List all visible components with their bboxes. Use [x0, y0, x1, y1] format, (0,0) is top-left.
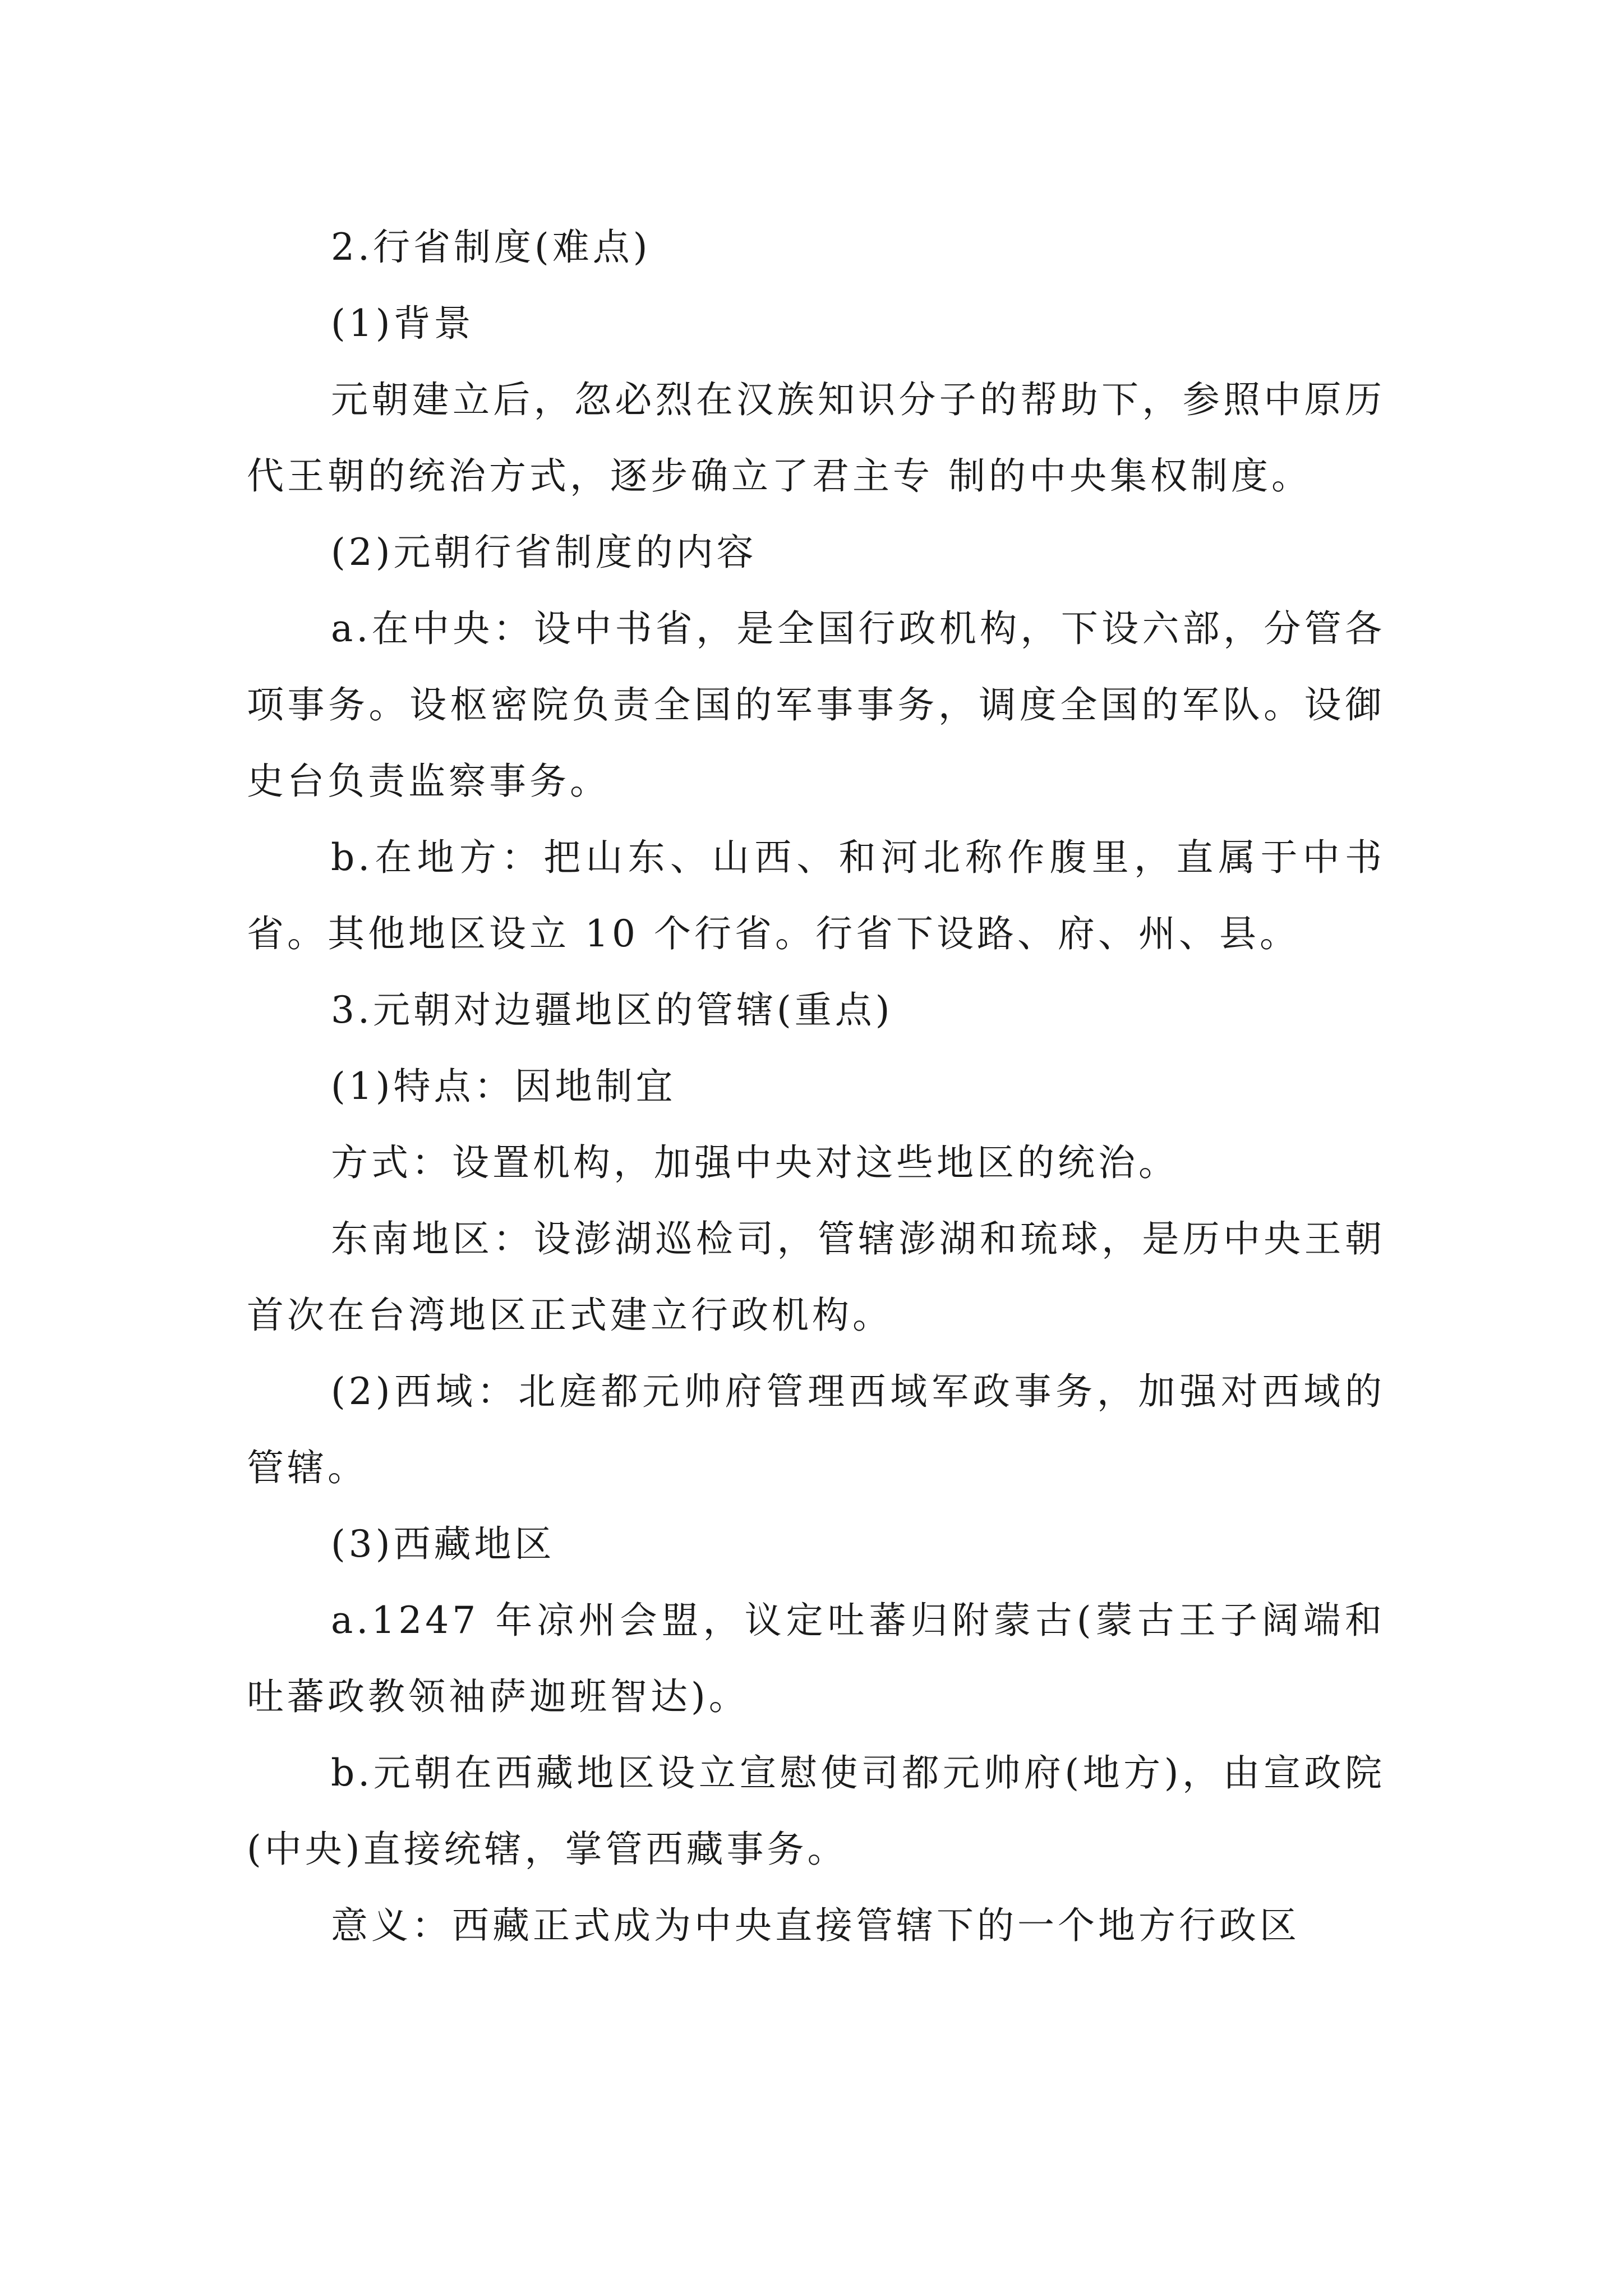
subheading-tibet: (3)西藏地区	[331, 1522, 555, 1566]
section-heading-provincial-system: 2.行省制度(难点)	[331, 226, 651, 269]
section-heading-frontier: 3.元朝对边疆地区的管辖(重点)	[331, 988, 893, 1032]
subheading-features: (1)特点：因地制宜	[331, 1065, 676, 1108]
subheading-background: (1)背景	[331, 302, 474, 345]
paragraph-southeast: 东南地区：设澎湖巡检司，管辖澎湖和琉球，是历中央王朝首次在台湾地区正式建立行政机构。	[247, 1217, 1385, 1337]
paragraph-local: b.在地方：把山东、山西、和河北称作腹里，直属于中书省。其他地区设立 10 个行省。行省下设路、府、州、县。	[247, 836, 1385, 955]
subheading-system-content: (2)元朝行省制度的内容	[331, 531, 757, 574]
paragraph-background: 元朝建立后，忽必烈在汉族知识分子的帮助下，参照中原历代王朝的统治方式，逐步确立了君主专 制的中央集权制度。	[247, 378, 1385, 498]
paragraph-western-regions: (2)西域：北庭都元帅府管理西域军政事务，加强对西域的管辖。	[247, 1370, 1385, 1489]
document-body	[247, 209, 1385, 1964]
paragraph-tibet-admin: b.元朝在西藏地区设立宣慰使司都元帅府(地方)，由宣政院(中央)直接统辖，掌管西藏事务。	[247, 1751, 1385, 1871]
paragraph-central: a.在中央：设中书省，是全国行政机构，下设六部，分管各项事务。设枢密院负责全国的军事事务，调度全国的军队。设御史台负责监察事务。	[247, 607, 1385, 803]
paragraph-liangzhou: a.1247 年凉州会盟，议定吐蕃归附蒙古(蒙古王子阔端和吐蕃政教领袖萨迦班智达)。	[247, 1599, 1385, 1718]
paragraph-method: 方式：设置机构，加强中央对这些地区的统治。	[331, 1141, 1179, 1184]
paragraph-significance: 意义：西藏正式成为中央直接管辖下的一个地方行政区	[331, 1904, 1300, 1947]
